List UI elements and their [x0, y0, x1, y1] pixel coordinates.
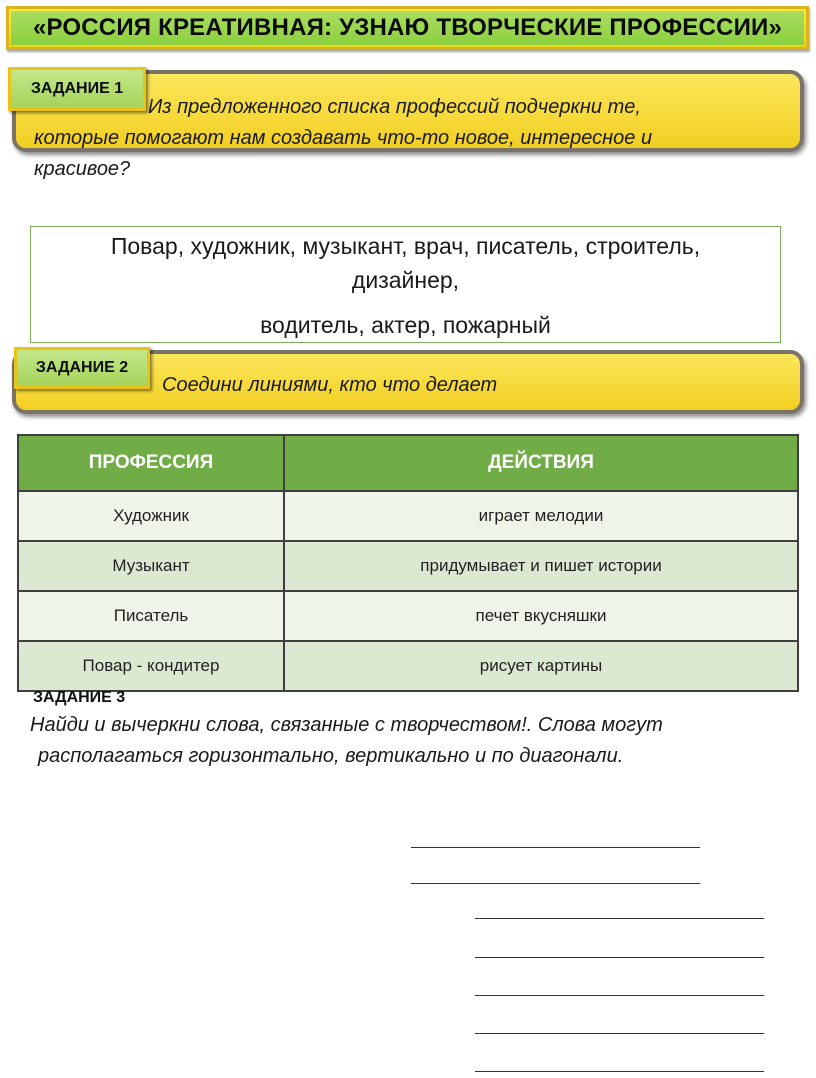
answer-line[interactable]	[411, 883, 700, 884]
table-row	[18, 491, 798, 541]
answer-line[interactable]	[475, 918, 764, 919]
professions-box	[30, 226, 781, 343]
profession-cell: Музыкант	[18, 541, 284, 591]
answer-line[interactable]	[411, 847, 700, 848]
answer-line[interactable]	[475, 957, 764, 958]
action-cell: придумывает и пишет истории	[284, 541, 798, 591]
profession-cell: Писатель	[18, 591, 284, 641]
page-title: «РОССИЯ КРЕАТИВНАЯ: УЗНАЮ ТВОРЧЕСКИЕ ПРОФЕССИИ»	[11, 11, 804, 45]
answer-line[interactable]	[475, 995, 764, 996]
profession-cell: Повар - кондитер	[18, 641, 284, 691]
task2-text: Соедини линиями, кто что делает	[162, 374, 498, 396]
table-row	[18, 541, 798, 591]
action-cell: рисует картины	[284, 641, 798, 691]
profession-cell: Художник	[18, 491, 284, 541]
task2-badge: ЗАДАНИЕ 2	[14, 347, 150, 389]
task3-label: ЗАДАНИЕ 3	[33, 689, 126, 706]
task3-instructions	[30, 710, 800, 772]
matching-table	[17, 434, 799, 692]
task1-line3: красивое?	[34, 158, 131, 180]
answer-line[interactable]	[475, 1033, 764, 1034]
table-row	[18, 641, 798, 691]
column-header-actions: ДЕЙСТВИЯ	[284, 435, 798, 491]
table-row	[18, 591, 798, 641]
task3-line2: располагаться горизонтально, вертикально и по диагонали.	[38, 745, 624, 767]
task1-line2: которые помогают нам создавать что-то новое, интересное и	[34, 127, 653, 149]
task1-line1: Из предложенного списка профессий подчеркни те,	[148, 96, 641, 118]
answer-line[interactable]	[475, 1071, 764, 1072]
task1-badge: ЗАДАНИЕ 1	[8, 67, 146, 111]
title-banner	[6, 6, 809, 50]
column-header-profession: ПРОФЕССИЯ	[18, 435, 284, 491]
action-cell: печет вкусняшки	[284, 591, 798, 641]
professions-line2: водитель, актер, пожарный	[260, 312, 551, 338]
professions-line1: Повар, художник, музыкант, врач, писатель, строитель, дизайнер,	[110, 233, 701, 293]
table-header-row	[18, 435, 798, 491]
action-cell: играет мелодии	[284, 491, 798, 541]
task3-line1: Найди и вычеркни слова, связанные с творчеством!. Слова могут	[30, 714, 663, 736]
